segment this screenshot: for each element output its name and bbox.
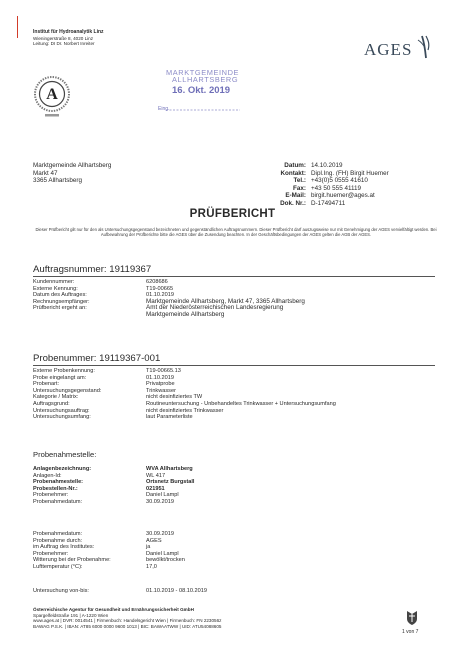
- institute-lead: Leitung: DI Dr. Norbert Inreiter: [33, 41, 95, 47]
- footer-line-3: BAWAG P.S.K. | IBAN: AT85 6000 0000 9600 1013 | BIC: BAWAATWW | UID: ATU54088605: [33, 623, 222, 629]
- footer: [33, 607, 393, 629]
- sample-details: [33, 368, 433, 421]
- institute-street: Wieningerstraße 8, 4020 Linz: [33, 35, 94, 41]
- detail-row: Externe Probenkennung: T19-00665.13: [33, 368, 181, 374]
- stamp-line-2: ALLHARTSBERG: [172, 75, 239, 84]
- detail-row: Kundennummer: 6208686: [33, 279, 168, 285]
- detail-row: Datum des Auftrages: 01.10.2019: [33, 292, 174, 299]
- accreditation-logo: [32, 74, 72, 120]
- period-row: [33, 588, 433, 595]
- site-heading: Probenahmestelle:: [33, 450, 97, 459]
- contact-row: Datum: 14.10.2019: [284, 162, 343, 169]
- disclaimer-text: Dieser Prüfbericht gilt nur für den als Untersuchungsgegenstand bezeichneten und gegenständlichen Auftragsnummern. Dieser Prüfbericht darf auszugsweise nur mit Genehmigung der AGES vervielfältigt werden. Bei Aufbewahrung der Prüfberichte bitte die AGES über die Zusendung beachten. In der Geschäftsbedingungen der AGES gelten die AGB der AGES.: [35, 227, 437, 238]
- contact-row: Dok. Nr.: D-17494711: [280, 199, 346, 207]
- document-title: PRÜFBERICHT: [189, 208, 276, 220]
- receipt-stamp: [138, 65, 242, 115]
- contact-row: E-Mail: birgit.huemer@ages.at: [285, 192, 375, 200]
- detail-row: Marktgemeinde Allhartsberg: [146, 310, 225, 318]
- recipient-city: 3365 Allhartsberg: [33, 177, 83, 185]
- detail-row: Externe Kennung: T19-00665: [33, 285, 174, 292]
- detail-row: Untersuchung von-bis: 01.10.2019 - 08.10.2019: [33, 588, 207, 594]
- stamp-line-1: MARKTGEMEINDE: [166, 68, 240, 77]
- detail-row: Probestellen-Nr.: 021951: [33, 485, 165, 492]
- detail-row: Anlagen-Id: WL 417: [33, 472, 166, 479]
- detail-row: Lufttemperatur (°C): 17,0: [33, 563, 157, 570]
- detail-row: Auftragsgrund: Routineuntersuchung - Unbehandeltes Trinkwasser + Untersuchungsumfang: [33, 400, 336, 407]
- detail-row: Kategorie / Matrix: nicht desinfiziertes TW: [33, 394, 203, 401]
- ages-logo-text: AGES: [364, 40, 413, 59]
- institute-name: Institut für Hydroanalytik Linz: [33, 29, 104, 35]
- footer-org: Österreichische Agentur für Gesundheit und Ernährungssicherheit GmbH: [33, 607, 194, 612]
- detail-row: Rechnungsempfänger: Marktgemeinde Allhartsberg, Markt 47, 3365 Allhartsberg: [33, 297, 305, 305]
- contact-row: Fax: +43 50 555 41119: [293, 184, 362, 192]
- detail-row: Probenahme durch: AGES: [33, 537, 162, 544]
- page-number: 1 von 7: [402, 629, 419, 635]
- detail-row: Probenart: Privatprobe: [33, 381, 175, 388]
- accreditation-letter: A: [46, 86, 58, 103]
- stamp-prefix: Eing.: [158, 106, 170, 112]
- institute-header: [33, 30, 183, 47]
- red-margin-mark: [17, 16, 18, 38]
- sampling-details: [33, 531, 433, 571]
- stamp-date: 16. Okt. 2019: [172, 85, 231, 96]
- detail-row: Probe eingelangt am: 01.10.2019: [33, 374, 174, 381]
- detail-row: Prüfbericht ergeht an: Amt der Niederösterreichischen Landesregierung: [33, 304, 284, 312]
- detail-row: Untersuchungsgegenstand: Trinkwasser: [33, 387, 176, 394]
- contact-block: [262, 162, 452, 208]
- detail-row: Probenehmer: Daniel Lampl: [33, 550, 179, 557]
- order-heading: Auftragsnummer: 19119367: [33, 264, 152, 275]
- detail-row: Untersuchungsauftrag: nicht desinfiziertes Trinkwasser: [33, 407, 224, 414]
- recipient-name: Marktgemeinde Allhartsberg: [33, 162, 112, 169]
- order-details: [33, 279, 433, 319]
- footer-line-2: www.ages.at | DVR: 0014541 | Firmenbuch: Handelsgericht Wien | Firmenbuch: FN 223056z: [33, 618, 222, 624]
- detail-row: Probenahmestelle: Ortsnetz Burgstall: [33, 479, 195, 486]
- detail-row: Probenehmer: Daniel Lampl: [33, 492, 179, 499]
- recipient-address: [33, 162, 183, 185]
- footer-line-1: Spargelfeldstraße 191 | A-1220 Wien: [33, 612, 109, 618]
- recipient-street: Markt 47: [33, 169, 58, 177]
- ages-logo: [364, 30, 440, 64]
- sample-divider: [33, 365, 435, 366]
- detail-row: Witterung bei der Probenahme: bewölkt/trocken: [33, 557, 185, 564]
- sample-heading: Probenummer: 19119367-001: [33, 353, 161, 364]
- detail-row: Probenahmedatum: 30.09.2019: [33, 531, 174, 537]
- detail-row: Anlagenbezeichnung: WVA Allhartsberg: [33, 466, 193, 472]
- detail-row: Probenahmedatum: 30.09.2019: [33, 498, 174, 505]
- detail-row: im Auftrag des Institutes: ja: [33, 544, 151, 551]
- site-details: [33, 466, 433, 506]
- contact-row: Tel.: +43(0)5 0555 41610: [293, 177, 368, 185]
- order-divider: [33, 276, 435, 277]
- contact-row: Kontakt: Dipl.Ing. (FH) Birgit Huemer: [280, 169, 389, 177]
- footer-crest-icon: [404, 609, 420, 627]
- detail-row: Untersuchungsumfang: laut Parameterliste: [33, 414, 193, 421]
